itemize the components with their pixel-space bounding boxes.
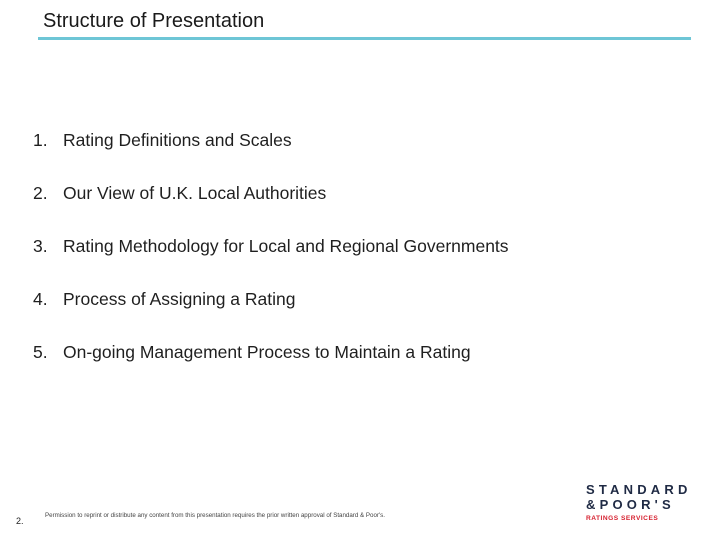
standard-and-poors-logo: [586, 482, 702, 522]
agenda-item-number: 3.: [33, 236, 48, 256]
agenda-item-number: 1.: [33, 130, 48, 150]
title-underline: [38, 37, 691, 40]
agenda-item-1: [33, 130, 509, 151]
logo-line-standard: STANDARD: [586, 482, 692, 497]
agenda-item-label: Our View of U.K. Local Authorities: [63, 183, 327, 203]
agenda-item-label: On-going Management Process to Maintain a Rating: [63, 342, 471, 362]
agenda-item-label: Rating Methodology for Local and Regional Governments: [63, 236, 509, 256]
slide-title: Structure of Presentation: [43, 10, 265, 32]
agenda-item-2: [33, 183, 509, 204]
agenda-item-3: [33, 236, 509, 257]
agenda-item-number: 4.: [33, 289, 48, 309]
agenda-item-5: [33, 342, 509, 363]
logo-line-ratings-services: RATINGS SERVICES: [586, 515, 659, 522]
agenda-item-label: Process of Assigning a Rating: [63, 289, 296, 309]
page-number: 2.: [16, 516, 24, 526]
agenda-item-4: [33, 289, 509, 310]
logo-line-poors: &POOR'S: [586, 497, 675, 512]
agenda-list: [33, 130, 509, 395]
agenda-item-label: Rating Definitions and Scales: [63, 130, 292, 150]
agenda-item-number: 5.: [33, 342, 48, 362]
agenda-item-number: 2.: [33, 183, 48, 203]
disclaimer-text: Permission to reprint or distribute any content from this presentation requires the prior written approval of Standard & Poor's.: [45, 512, 385, 519]
